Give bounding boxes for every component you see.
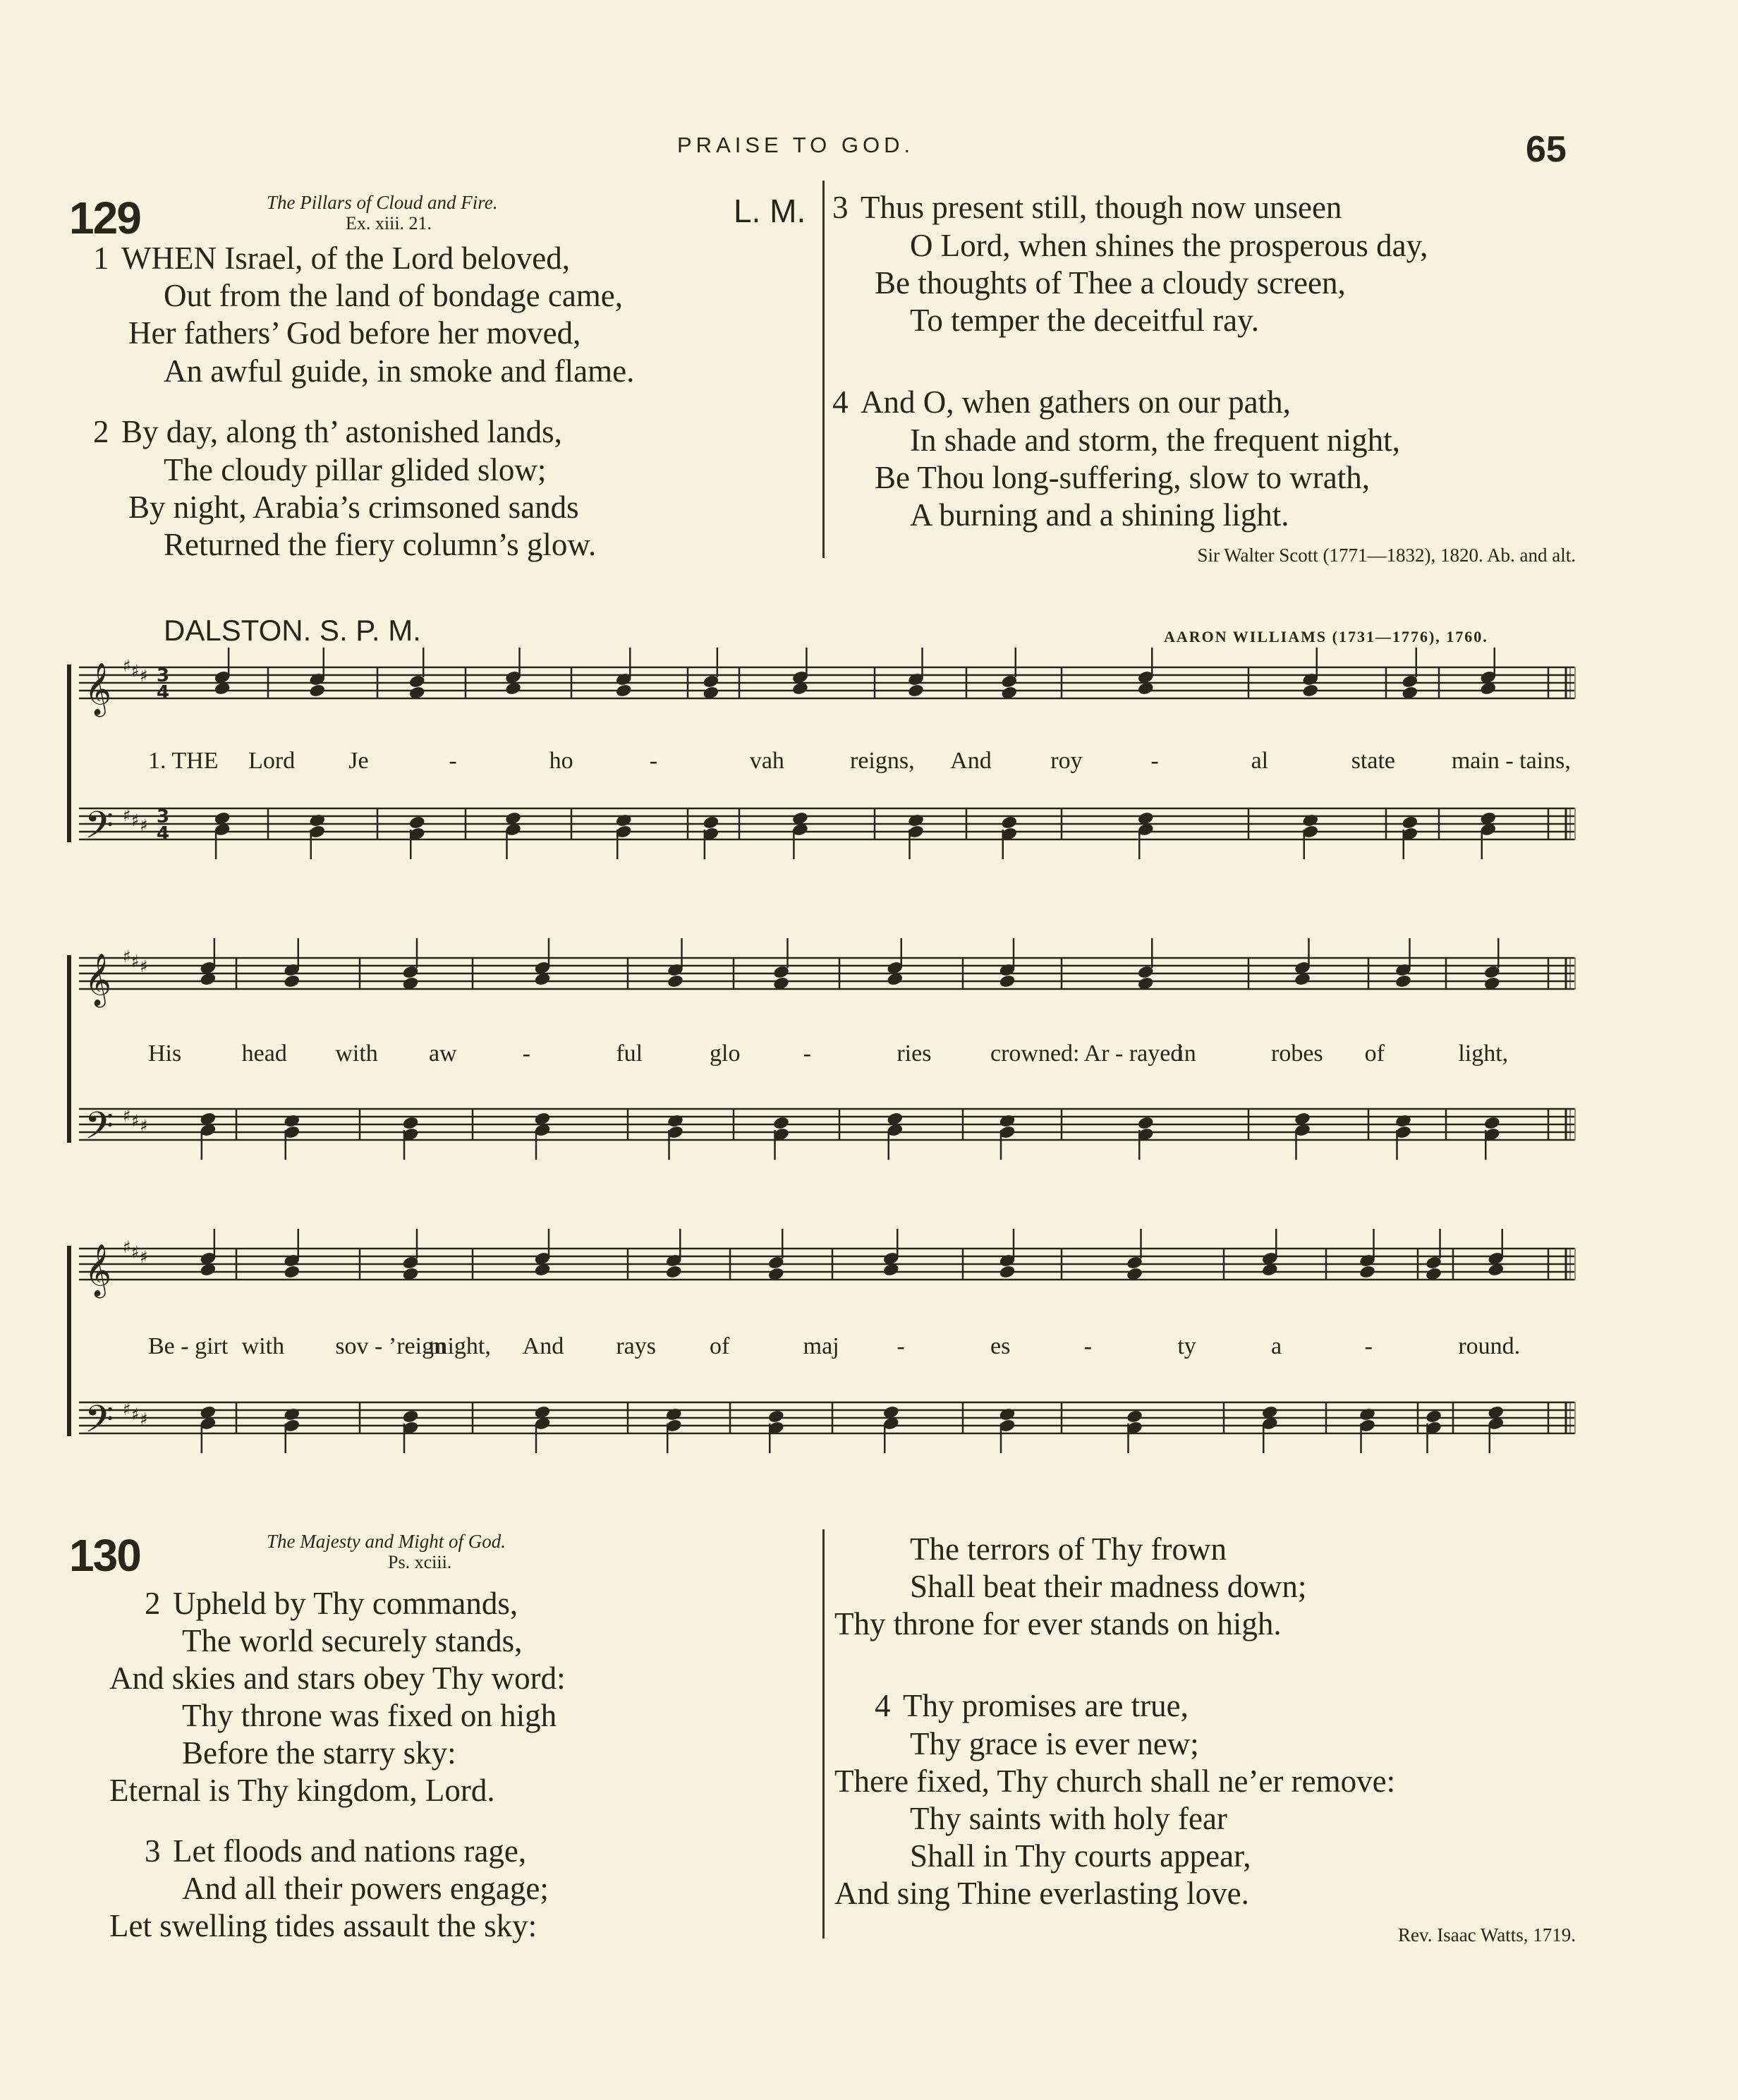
verse-text: Thy promises are true, <box>903 1688 1189 1723</box>
verse-line <box>834 1875 1249 1912</box>
lyric-syllable: es <box>990 1333 1011 1359</box>
sharp-icon: ♯ <box>140 1409 148 1429</box>
stanza-number: 3 <box>145 1833 161 1869</box>
lyric-syllable: rays <box>616 1333 656 1359</box>
sharp-icon: ♯ <box>140 957 148 976</box>
verse-text: And O, when gathers on our path, <box>861 384 1291 420</box>
lyric-syllable: with <box>335 1040 378 1067</box>
verse-text: The cloudy pillar glided slow; <box>164 452 547 487</box>
lyric-syllable: aw <box>429 1040 457 1067</box>
tune-name: DALSTON. S. P. M. <box>164 614 421 647</box>
lyric-syllable: a <box>1271 1333 1282 1359</box>
sharp-icon: ♯ <box>131 952 140 971</box>
lyric-syllable: ty <box>1177 1333 1196 1359</box>
lyric-syllable: of <box>1364 1040 1385 1067</box>
verse-line <box>834 1763 1395 1800</box>
sharp-icon: ♯ <box>123 1400 131 1419</box>
lyric-syllable: 1. THE <box>148 748 219 774</box>
hymn-130-attribution: Rev. Isaac Watts, 1719. <box>1397 1924 1576 1946</box>
hymn-129-title: The Pillars of Cloud and Fire. <box>267 192 498 213</box>
lyric-syllable: - <box>803 1040 811 1067</box>
stanza-number: 1 <box>93 241 109 276</box>
sharp-icon: ♯ <box>140 815 148 835</box>
verse-line <box>910 1568 1306 1606</box>
verse-text: Thy throne was fixed on high <box>182 1698 557 1733</box>
verse-text: By day, along th’ astonished lands, <box>121 414 562 449</box>
verse-text: To temper the deceitful ray. <box>910 303 1259 338</box>
verse-text: Out from the land of bondage came, <box>164 278 624 313</box>
sharp-icon: ♯ <box>123 947 131 966</box>
hymn-130-title: The Majesty and Might of God. <box>267 1531 506 1552</box>
lyric-syllable: Ar - rayed <box>1083 1040 1183 1067</box>
sharp-icon: ♯ <box>140 1116 148 1136</box>
lyric-syllable: sov - ’reign <box>335 1333 446 1359</box>
hymn-130-number: 130 <box>69 1530 140 1581</box>
verse-text: Thy throne for ever stands on high. <box>834 1606 1282 1641</box>
lyric-syllable: - <box>1150 748 1159 774</box>
lyric-syllable: with <box>241 1333 285 1359</box>
lyric-syllable: - <box>1364 1333 1373 1359</box>
stanza-number: 4 <box>875 1688 891 1723</box>
verse-text: And sing Thine everlasting love. <box>834 1876 1249 1911</box>
lyric-syllable: - <box>522 1040 530 1067</box>
page-number: 65 <box>1526 129 1567 170</box>
lyric-syllable: ful <box>616 1040 643 1067</box>
lyric-syllable: ho <box>549 748 573 774</box>
tune-composer: AARON WILLIAMS (1731—1776), 1760. <box>1164 628 1488 645</box>
lyric-syllable: - <box>1083 1333 1092 1359</box>
hymn-129-meter: L. M. <box>734 193 806 229</box>
lyric-syllable: glo <box>710 1040 741 1067</box>
lyric-syllable: - <box>897 1333 905 1359</box>
time-signature: 3 <box>157 806 170 827</box>
treble-clef-icon: 𝄞 <box>85 663 111 715</box>
verse-text: Be Thou long-suffering, slow to wrath, <box>875 460 1371 495</box>
hymn-129-attribution: Sir Walter Scott (1771—1832), 1820. Ab. and alt. <box>1197 545 1576 566</box>
verse-text: There fixed, Thy church shall ne’er remove: <box>834 1764 1396 1799</box>
verse-text: Shall beat their madness down; <box>910 1569 1307 1604</box>
stanza-number: 4 <box>832 384 849 420</box>
lyric-syllable: al <box>1251 748 1269 774</box>
sharp-icon: ♯ <box>123 1106 131 1126</box>
stanza-number: 2 <box>145 1586 161 1621</box>
verse-line <box>910 1531 1227 1568</box>
sharp-icon: ♯ <box>131 811 140 830</box>
verse-text: Upheld by Thy commands, <box>173 1586 518 1621</box>
lyric-syllable: ries <box>897 1040 932 1067</box>
lyric-syllable: And <box>522 1333 564 1359</box>
lyric-syllable: Je <box>348 748 369 774</box>
time-signature: 4 <box>157 682 170 703</box>
lyric-syllable: roy <box>1050 748 1083 774</box>
verse-text: O Lord, when shines the prosperous day, <box>910 228 1428 263</box>
lyric-syllable: in <box>1177 1040 1196 1067</box>
treble-clef-icon: 𝄞 <box>85 954 111 1006</box>
verse-text: WHEN Israel, of the Lord beloved, <box>121 241 571 276</box>
verse-text: A burning and a shining light. <box>910 497 1289 533</box>
lyric-syllable: robes <box>1271 1040 1323 1067</box>
lyric-syllable: Be - girt <box>148 1333 229 1359</box>
lyric-syllable: crowned: <box>990 1040 1080 1067</box>
sharp-icon: ♯ <box>131 661 140 681</box>
bass-clef-icon: 𝄢 <box>85 1105 114 1157</box>
verse-text: The terrors of Thy frown <box>910 1531 1227 1567</box>
verse-text: Her fathers’ God before her moved, <box>128 315 581 351</box>
verse-text: Before the starry sky: <box>182 1735 456 1771</box>
lyric-syllable: main - tains, <box>1451 748 1571 774</box>
verse-text: Thy grace is ever new; <box>910 1726 1199 1761</box>
verse-text: Thus present still, though now unseen <box>861 190 1342 225</box>
verse-text: Thy saints with holy fear <box>910 1801 1227 1836</box>
lyric-syllable: of <box>710 1333 730 1359</box>
verse-text: Shall in Thy courts appear, <box>910 1838 1251 1874</box>
lyric-syllable: Lord <box>248 748 296 774</box>
sharp-icon: ♯ <box>140 1247 148 1267</box>
lyric-syllable: - <box>649 748 658 774</box>
verse-text: And skies and stars obey Thy word: <box>109 1661 566 1696</box>
verse-text: Returned the fiery column’s glow. <box>164 527 597 562</box>
verse-text: In shade and storm, the frequent night, <box>910 423 1400 458</box>
verse-text: An awful guide, in smoke and flame. <box>164 353 635 389</box>
verse-text: Let swelling tides assault the sky: <box>109 1908 537 1943</box>
lyric-syllable: maj <box>803 1333 839 1359</box>
lyric-syllable: - <box>449 748 457 774</box>
stanza-number: 3 <box>832 190 849 225</box>
verse-text: And all their powers engage; <box>182 1871 549 1906</box>
lyric-syllable: light, <box>1458 1040 1509 1067</box>
hymn-130-scripture: Ps. xciii. <box>388 1552 452 1572</box>
verse-text: Be thoughts of Thee a cloudy screen, <box>875 265 1346 301</box>
lyric-syllable: His <box>148 1040 182 1067</box>
stanza-number: 2 <box>93 414 109 449</box>
time-signature: 3 <box>157 665 170 686</box>
sharp-icon: ♯ <box>140 666 148 686</box>
bass-clef-icon: 𝄢 <box>85 1398 114 1450</box>
verse-line <box>875 1687 1189 1725</box>
verse-line <box>910 1838 1251 1875</box>
verse-line <box>910 1725 1199 1763</box>
verse-text: By night, Arabia’s crimsoned sands <box>128 490 579 525</box>
lyric-syllable: state <box>1351 748 1396 774</box>
verse-text: Eternal is Thy kingdom, Lord. <box>109 1773 495 1808</box>
sharp-icon: ♯ <box>131 1404 140 1424</box>
hymn-129-scripture: Ex. xiii. 21. <box>346 213 432 233</box>
lyric-syllable: might, <box>429 1333 491 1359</box>
verse-line <box>910 1800 1227 1838</box>
sharp-icon: ♯ <box>123 656 131 676</box>
lyric-syllable: vah <box>749 748 784 774</box>
bass-clef-icon: 𝄢 <box>85 804 114 856</box>
treble-clef-icon: 𝄞 <box>85 1244 111 1297</box>
sharp-icon: ♯ <box>131 1111 140 1131</box>
lyric-syllable: reigns, <box>850 748 915 774</box>
verse-text: The world securely stands, <box>182 1623 523 1658</box>
verse-line <box>834 1606 1282 1643</box>
sharp-icon: ♯ <box>123 1237 131 1257</box>
lyric-syllable: round. <box>1458 1333 1521 1359</box>
verse-text: Let floods and nations rage, <box>173 1833 527 1869</box>
sharp-icon: ♯ <box>131 1242 140 1262</box>
sharp-icon: ♯ <box>123 806 131 825</box>
lyric-syllable: head <box>241 1040 287 1067</box>
time-signature: 4 <box>157 823 170 844</box>
lyric-syllable: And <box>950 748 992 774</box>
running-title: PRAISE TO GOD. <box>677 133 915 157</box>
hymn-129-number: 129 <box>69 193 140 243</box>
